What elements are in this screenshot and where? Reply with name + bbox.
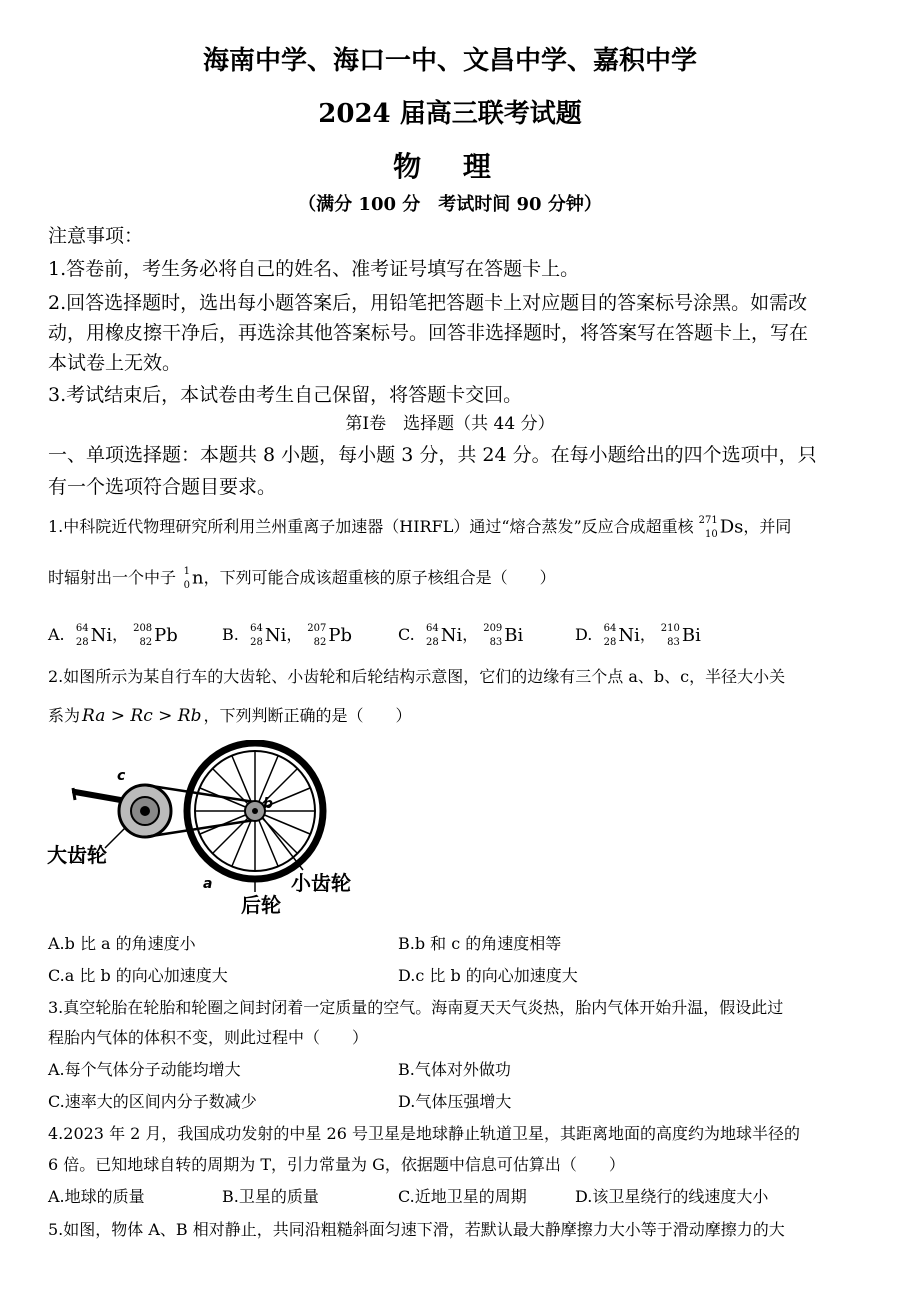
q5-stem-line-1: 5.如图，物体 A、B 相对静止，共同沿粗糙斜面匀速下滑，若默认最大静摩擦力大小等于滑动摩擦力的大 — [48, 1220, 785, 1239]
q2-option-d[interactable]: D.c 比 b 的向心加速度大 — [398, 966, 578, 985]
exam-info: （满分 100 分 考试时间 90 分钟） — [298, 194, 602, 215]
mass: 64 — [603, 622, 617, 634]
q3-option-b[interactable]: B.气体对外做功 — [398, 1060, 511, 1079]
q4-option-d[interactable]: D.该卫星绕行的线速度大小 — [575, 1187, 769, 1206]
q2-text-b: ，下列判断正确的是（ ） — [203, 706, 412, 725]
z: 83 — [667, 636, 680, 648]
symbol: Ni — [618, 625, 640, 646]
isotope — [415, 622, 441, 648]
point-a-label: a — [203, 876, 213, 892]
q2-stem-line-2 — [48, 706, 411, 726]
z: 28 — [603, 636, 617, 648]
isotope — [128, 622, 154, 648]
q1-option-c[interactable] — [398, 622, 523, 646]
sep: ， — [112, 625, 129, 644]
z: 83 — [489, 636, 503, 648]
rear-wheel-label: 后轮 — [241, 893, 281, 917]
isotope-ds — [694, 514, 720, 540]
ds-mass: 271 — [698, 514, 718, 526]
z: 28 — [426, 636, 439, 648]
symbol: Ni — [90, 625, 113, 646]
small-gear-label: 小齿轮 — [291, 871, 351, 895]
q1-text-a: 1.中科院近代物理研究所利用兰州重离子加速器（HIRFL）通过“熔合蒸发”反应合成超重核 — [48, 517, 694, 536]
isotope — [302, 622, 328, 648]
isotope — [592, 622, 618, 648]
z: 28 — [75, 636, 89, 648]
big-gear-label: 大齿轮 — [47, 843, 107, 867]
isotope — [239, 622, 265, 648]
symbol: Pb — [154, 625, 178, 646]
isotope-n — [176, 565, 192, 591]
q1-stem-line-1 — [48, 514, 792, 540]
q3-stem-line-2: 程胎内气体的体积不变，则此过程中（ ） — [48, 1028, 369, 1047]
n-z: 0 — [183, 579, 191, 591]
ds-symbol: Ds — [719, 516, 744, 538]
q4-option-a[interactable]: A.地球的质量 — [48, 1187, 145, 1206]
mass: 64 — [75, 622, 89, 634]
mass: 64 — [250, 622, 263, 634]
q1-stem-line-2 — [48, 565, 556, 591]
q1-option-a[interactable] — [48, 622, 178, 646]
q4-stem-line-2: 6 倍。已知地球自转的周期为 T，引力常量为 G，依据题中信息可估算出（ ） — [48, 1155, 625, 1174]
option-label: A. — [48, 625, 65, 644]
notice-item-2-line-1: 2.回答选择题时，选出每小题答案后，用铅笔把答题卡上对应题目的答案标号涂黑。如需改 — [48, 292, 808, 314]
q2-stem-line-1: 2.如图所示为某自行车的大齿轮、小齿轮和后轮结构示意图，它们的边缘有三个点 a、b、c，半径大小关 — [48, 667, 786, 686]
q1-text-d: ，下列可能合成该超重核的原子核组合是（ ） — [203, 568, 556, 587]
radius-relation: Ra > Rc > Rb — [82, 706, 202, 726]
z: 82 — [139, 636, 153, 648]
school-names: 海南中学、海口一中、文昌中学、嘉积中学 — [202, 46, 697, 76]
option-label: B. — [222, 625, 239, 644]
symbol: Bi — [504, 625, 524, 646]
mass: 64 — [426, 622, 439, 634]
symbol: Pb — [328, 625, 353, 646]
q1-text-b: ，并同 — [743, 517, 792, 536]
mass: 207 — [307, 622, 327, 634]
point-b-label: b — [263, 796, 274, 812]
isotope — [65, 622, 91, 648]
ds-z: 10 — [704, 528, 718, 540]
notice-item-2-line-3: 本试卷上无效。 — [48, 352, 182, 374]
q2-option-b[interactable]: B.b 和 c 的角速度相等 — [398, 934, 562, 953]
mass: 210 — [660, 622, 680, 634]
mass: 209 — [483, 622, 503, 634]
option-label: C. — [398, 625, 415, 644]
section-title: 第Ⅰ卷 选择题（共 44 分） — [345, 414, 555, 434]
isotope — [656, 622, 682, 648]
point-c-label: c — [117, 768, 126, 784]
isotope — [478, 622, 504, 648]
q1-text-c: 时辐射出一个中子 — [48, 568, 177, 587]
q3-stem-line-1: 3.真空轮胎在轮胎和轮圈之间封闭着一定质量的空气。海南夏天天气炎热，胎内气体开始升温，假设此过 — [48, 998, 784, 1017]
mass: 208 — [133, 622, 153, 634]
n-symbol: n — [192, 567, 204, 589]
q2-option-a[interactable]: A.b 比 a 的角速度小 — [48, 934, 196, 953]
q4-option-c[interactable]: C.近地卫星的周期 — [398, 1187, 527, 1206]
sep: ， — [462, 625, 479, 644]
sep: ， — [286, 625, 303, 644]
q3-option-c[interactable]: C.速率大的区间内分子数减少 — [48, 1092, 257, 1111]
option-label: D. — [575, 625, 593, 644]
notice-title: 注意事项： — [48, 225, 144, 247]
q2-option-c[interactable]: C.a 比 b 的向心加速度大 — [48, 966, 228, 985]
q2-text-a: 系为 — [48, 706, 81, 725]
symbol: Ni — [264, 625, 287, 646]
part1-instruction-line-1: 一、单项选择题：本题共 8 小题，每小题 3 分，共 24 分。在每小题给出的四个选项中，只 — [48, 444, 817, 466]
exam-title: 2024 届高三联考试题 — [318, 99, 582, 129]
bicycle-gear-figure — [45, 740, 375, 920]
notice-item-1: 1.答卷前，考生务必将自己的姓名、准考证号填写在答题卡上。 — [48, 258, 580, 280]
notice-item-2-line-2: 动，用橡皮擦干净后，再选涂其他答案标号。回答非选择题时，将答案写在答题卡上，写在 — [48, 322, 809, 344]
symbol: Bi — [681, 625, 701, 646]
part1-instruction-line-2: 有一个选项符合题目要求。 — [48, 476, 277, 498]
symbol: Ni — [440, 625, 463, 646]
q1-option-d[interactable] — [575, 622, 701, 646]
q4-option-b[interactable]: B.卫星的质量 — [222, 1187, 319, 1206]
subject-title: 物 理 — [393, 150, 507, 183]
q1-option-b[interactable] — [222, 622, 352, 646]
z: 28 — [250, 636, 263, 648]
q4-stem-line-1: 4.2023 年 2 月，我国成功发射的中星 26 号卫星是地球静止轨道卫星，其距离地面的高度约为地球半径的 — [48, 1124, 800, 1143]
n-mass: 1 — [183, 565, 191, 577]
notice-item-3: 3.考试结束后，本试卷由考生自己保留，将答题卡交回。 — [48, 384, 523, 406]
q3-option-d[interactable]: D.气体压强增大 — [398, 1092, 512, 1111]
q3-option-a[interactable]: A.每个气体分子动能均增大 — [48, 1060, 241, 1079]
z: 82 — [313, 636, 327, 648]
sep: ， — [639, 625, 656, 644]
